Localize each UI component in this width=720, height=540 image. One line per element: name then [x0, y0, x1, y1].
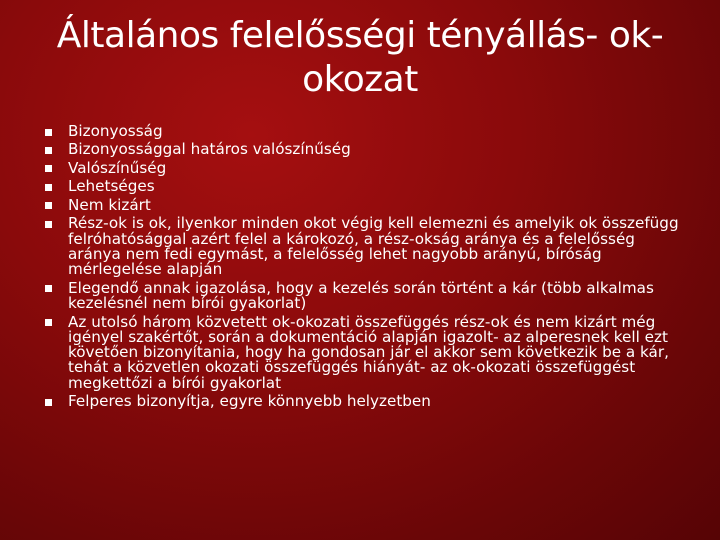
- list-item: [0, 158, 720, 177]
- square-bullet-icon: [45, 202, 52, 209]
- bullet-text: Bizonyosság: [68, 122, 163, 140]
- square-bullet-icon: [45, 399, 52, 406]
- list-item: [0, 179, 720, 194]
- square-bullet-icon: [45, 147, 52, 154]
- bullet-text: Elegendő annak igazolása, hogy a kezelés során történt a kár (több alkalmas kezelésnél nem bírói gyakorlat): [68, 278, 654, 313]
- bullet-text: Nem kizárt: [68, 195, 151, 214]
- bullet-text: Lehetséges: [68, 177, 155, 196]
- square-bullet-icon: [45, 165, 52, 172]
- square-bullet-icon: [45, 319, 52, 326]
- bullet-text: Felperes bizonyítja, egyre könnyebb helyzetben: [68, 392, 431, 411]
- list-item: [0, 142, 720, 157]
- list-item: [0, 278, 720, 313]
- list-item: [0, 394, 720, 409]
- bullet-text: Az utolsó három közvetett ok-okozati összefüggés rész-ok és nem kizárt még igényel szakértőt, során a dokumentáció alapján igazolt- az alperesnek kell ezt követően bizonyítania, hogy ha gondosan jár el akkor sem következik be a kár, tehát a közvetlen okozati összefüggés hiányát- az ok-okozati összefüggést megkettőzi a bírói gyakorlat: [68, 312, 669, 392]
- square-bullet-icon: [45, 184, 52, 191]
- square-bullet-icon: [45, 129, 52, 136]
- slide-title: Általános felelősségi tényállás- ok-okozat: [56, 15, 664, 100]
- list-item: [0, 312, 720, 392]
- list-item: [0, 216, 720, 277]
- bullet-text: Valószínűség: [68, 158, 167, 177]
- bullet-list: [0, 124, 720, 413]
- list-item: [0, 124, 720, 139]
- list-item: [0, 195, 720, 214]
- square-bullet-icon: [45, 221, 52, 228]
- bullet-text: Bizonyossággal határos valószínűség: [68, 140, 351, 159]
- bullet-text: Rész-ok is ok, ilyenkor minden okot végig kell elemezni és amelyik ok összefügg felróhatósággal azért felel a károkozó, a rész-okság aránya és a felelősség aránya nem fedi egymást, a felelősség lehet nagyobb arányú, bíróság mérlegelése alapján: [68, 214, 679, 279]
- square-bullet-icon: [45, 285, 52, 292]
